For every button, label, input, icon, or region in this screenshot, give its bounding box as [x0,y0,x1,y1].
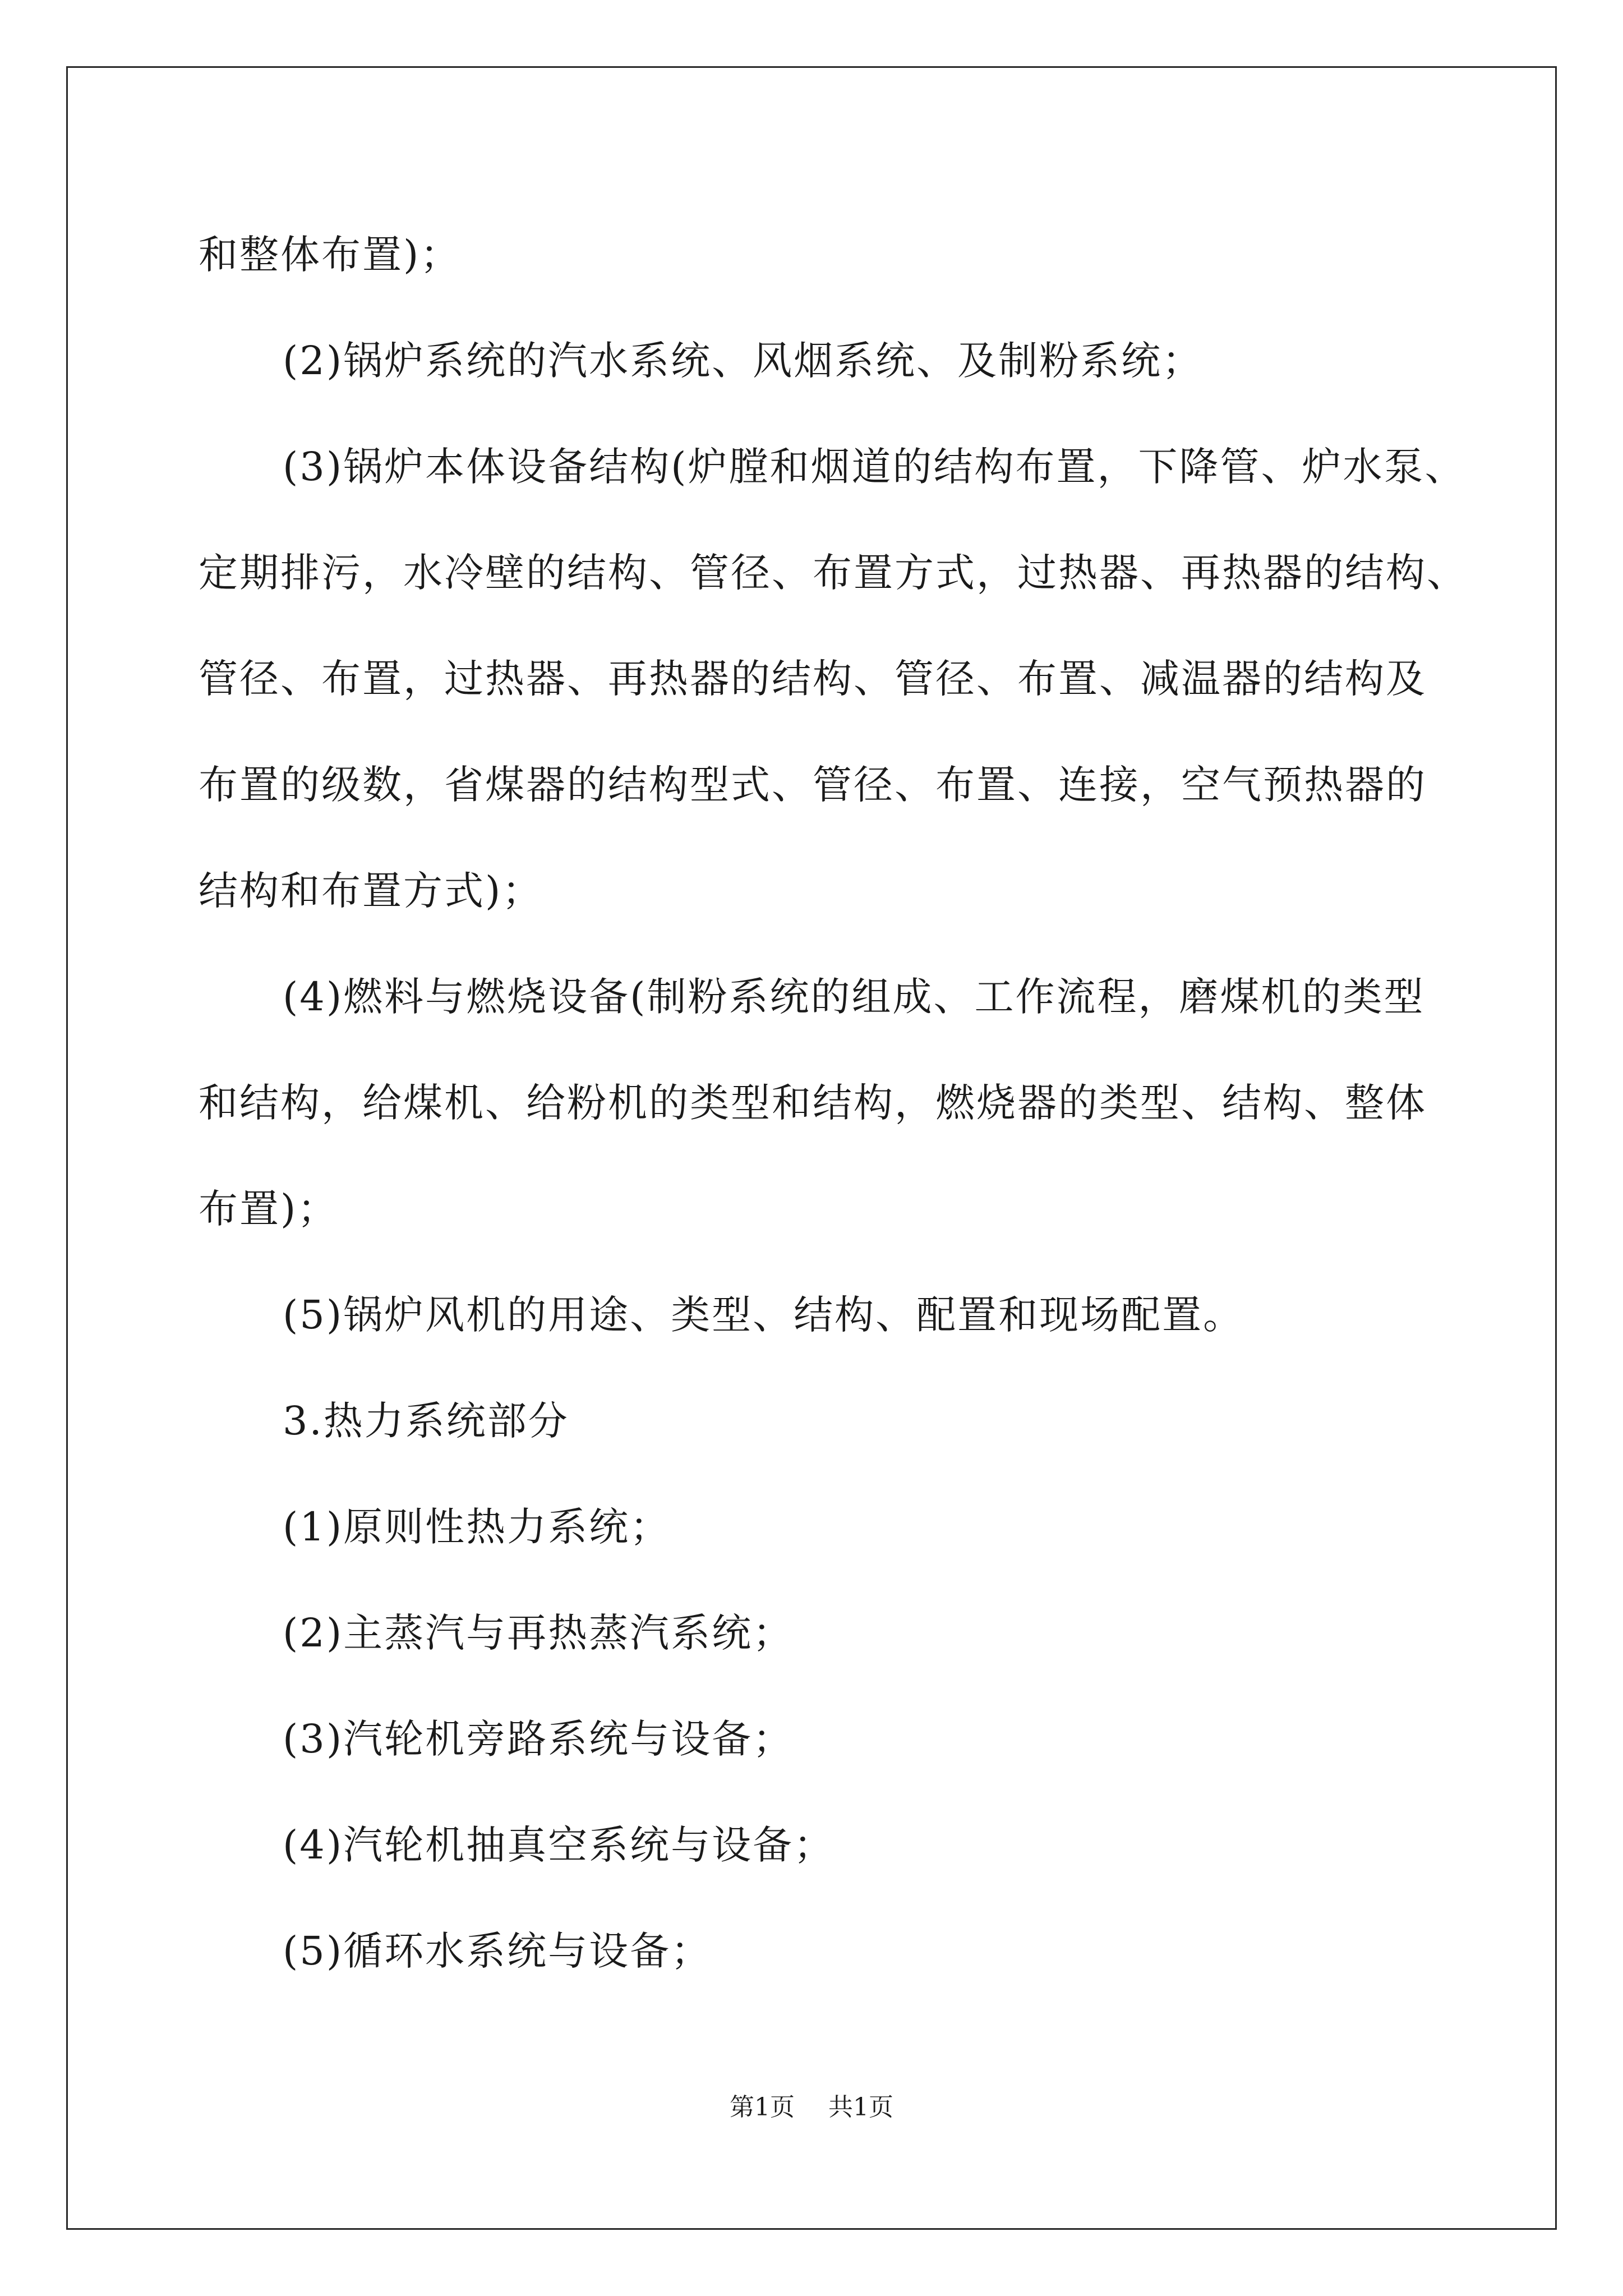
text-line: (4)汽轮机抽真空系统与设备； [283,1822,835,1868]
text-line: 管径、布置，过热器、再热器的结构、管径、布置、减温器的结构及 [199,656,1427,702]
text-line: 结构和布置方式)； [199,868,543,914]
document-body [199,202,1468,2004]
page-footer [0,2087,1623,2123]
section-heading: 3.热力系统部分 [283,1398,569,1444]
text-line: (4)燃料与燃烧设备(制粉系统的组成、工作流程，磨煤机的类型 [283,974,1425,1020]
page-number-current: 第1页 [730,2093,795,2122]
text-line: (2)锅炉系统的汽水系统、风烟系统、及制粉系统； [283,338,1204,384]
text-line: (5)锅炉风机的用途、类型、结构、配置和现场配置。 [283,1292,1244,1338]
page-number-total: 共1页 [828,2093,893,2122]
text-line: 布置的级数，省煤器的结构型式、管径、布置、连接，空气预热器的 [199,762,1427,808]
text-line: (2)主蒸汽与再热蒸汽系统； [283,1610,794,1656]
text-line: (3)锅炉本体设备结构(炉膛和烟道的结构布置，下降管、炉水泵、 [283,444,1466,490]
text-line: (5)循环水系统与设备； [283,1928,712,1974]
text-line: (3)汽轮机旁路系统与设备； [283,1716,794,1762]
text-line: 和结构，给煤机、给粉机的类型和结构，燃烧器的类型、结构、整体 [199,1080,1427,1126]
text-line: 布置)； [199,1186,339,1232]
text-line: (1)原则性热力系统； [283,1504,671,1550]
text-line: 定期排污，水冷壁的结构、管径、布置方式，过热器、再热器的结构、 [199,550,1468,596]
text-line: 和整体布置)； [199,232,462,278]
